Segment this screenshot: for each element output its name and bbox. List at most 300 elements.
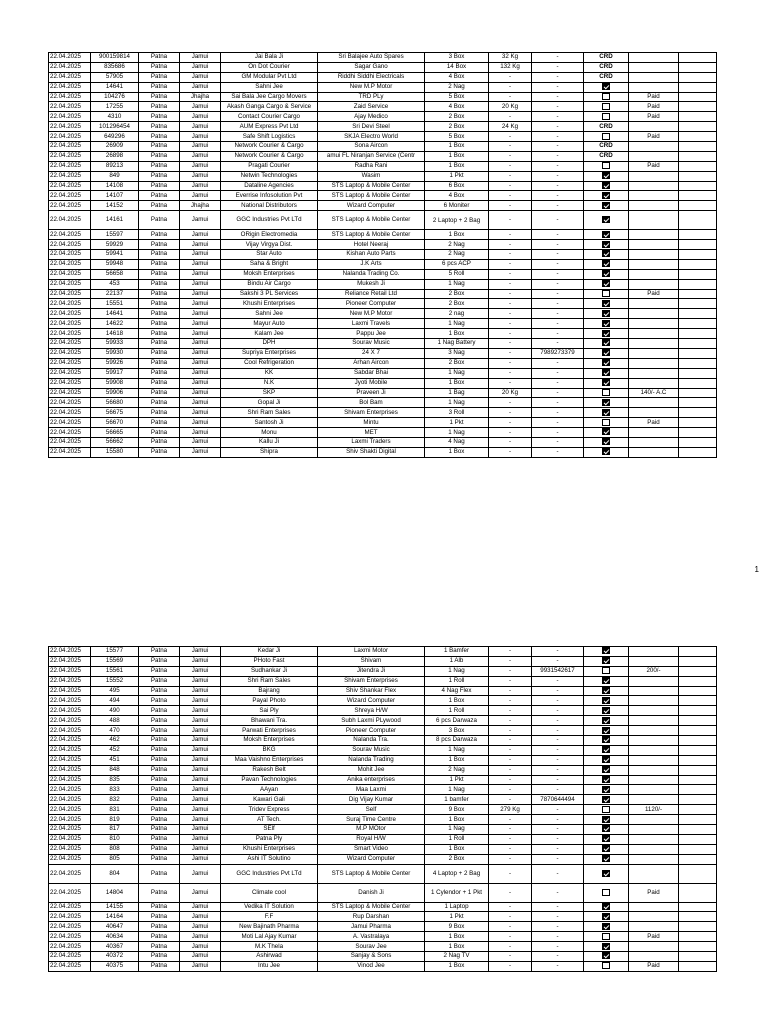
status-cell[interactable]	[584, 408, 629, 418]
empty-checkbox-icon[interactable]	[602, 933, 610, 940]
origin-cell: Patna	[139, 656, 180, 666]
status-cell[interactable]	[584, 171, 629, 181]
status-cell[interactable]	[584, 736, 629, 746]
date-cell: 22.04.2025	[49, 666, 91, 676]
checked-checkbox-icon[interactable]	[602, 766, 610, 773]
payment-cell: Paid	[629, 112, 679, 122]
blank-cell	[679, 765, 717, 775]
status-cell[interactable]	[584, 398, 629, 408]
weight-cell: -	[489, 912, 532, 922]
quantity-cell: 9 Box	[425, 922, 489, 932]
docket-number-cell: 56658	[91, 269, 139, 279]
blank-cell	[679, 279, 717, 289]
checked-checkbox-icon[interactable]	[602, 260, 610, 267]
status-cell[interactable]	[584, 656, 629, 666]
blank-cell	[679, 211, 717, 230]
status-cell[interactable]	[584, 726, 629, 736]
status-cell[interactable]	[584, 666, 629, 676]
status-cell: CRD	[584, 142, 629, 152]
payment-cell	[629, 864, 679, 883]
quantity-cell: 1 Nag	[425, 398, 489, 408]
table-row	[49, 368, 717, 378]
payment-cell	[629, 765, 679, 775]
status-cell[interactable]	[584, 883, 629, 902]
consignee-cell: Shivam Enterprises	[318, 408, 425, 418]
table-row	[49, 82, 717, 92]
table-row	[49, 912, 717, 922]
consignee-cell: Kishan Auto Parts	[318, 250, 425, 260]
origin-cell: Patna	[139, 378, 180, 388]
status-cell[interactable]	[584, 82, 629, 92]
status-cell[interactable]	[584, 447, 629, 457]
checked-checkbox-icon[interactable]	[602, 369, 610, 376]
empty-checkbox-icon[interactable]	[602, 889, 610, 896]
checked-checkbox-icon[interactable]	[602, 310, 610, 317]
checked-checkbox-icon[interactable]	[602, 192, 610, 199]
destination-cell: Jamui	[180, 825, 221, 835]
checked-checkbox-icon[interactable]	[602, 825, 610, 832]
empty-checkbox-icon[interactable]	[602, 93, 610, 100]
checked-checkbox-icon[interactable]	[602, 231, 610, 238]
payment-cell	[629, 912, 679, 922]
status-cell[interactable]	[584, 368, 629, 378]
status-cell[interactable]	[584, 647, 629, 657]
consignee-cell: Wizard Computer	[318, 201, 425, 211]
checked-checkbox-icon[interactable]	[602, 409, 610, 416]
status-cell[interactable]	[584, 952, 629, 962]
status-cell[interactable]	[584, 932, 629, 942]
status-cell[interactable]	[584, 785, 629, 795]
weight-cell: -	[489, 428, 532, 438]
origin-cell: Patna	[139, 666, 180, 676]
empty-checkbox-icon[interactable]	[602, 667, 610, 674]
status-cell[interactable]	[584, 279, 629, 289]
status-cell[interactable]	[584, 112, 629, 122]
date-cell: 22.04.2025	[49, 932, 91, 942]
weight-cell: -	[489, 408, 532, 418]
consignee-cell: MET	[318, 428, 425, 438]
checked-checkbox-icon[interactable]	[602, 855, 610, 862]
status-cell[interactable]	[584, 191, 629, 201]
quantity-cell: 3 Box	[425, 53, 489, 63]
checked-checkbox-icon[interactable]	[602, 270, 610, 277]
consignor-cell: Mayur Auto	[221, 319, 318, 329]
table-row	[49, 922, 717, 932]
consignor-cell: Intu Jee	[221, 961, 318, 971]
checked-checkbox-icon[interactable]	[602, 816, 610, 823]
blank-cell	[679, 755, 717, 765]
origin-cell: Patna	[139, 447, 180, 457]
empty-checkbox-icon[interactable]	[602, 162, 610, 169]
status-cell[interactable]	[584, 961, 629, 971]
blank-cell	[679, 259, 717, 269]
phone-cell: -	[532, 122, 584, 132]
origin-cell: Patna	[139, 269, 180, 279]
consignor-cell: PHoto Fast	[221, 656, 318, 666]
checked-checkbox-icon[interactable]	[602, 776, 610, 783]
destination-cell: Jamui	[180, 952, 221, 962]
status-cell[interactable]	[584, 289, 629, 299]
payment-cell	[629, 211, 679, 230]
consignee-cell: Wasim	[318, 171, 425, 181]
quantity-cell: 1 Box	[425, 230, 489, 240]
checked-checkbox-icon[interactable]	[602, 687, 610, 694]
table-row	[49, 92, 717, 102]
destination-cell: Jamui	[180, 666, 221, 676]
status-cell[interactable]	[584, 181, 629, 191]
weight-cell: -	[489, 92, 532, 102]
blank-cell	[679, 339, 717, 349]
empty-checkbox-icon[interactable]	[602, 133, 610, 140]
origin-cell: Patna	[139, 201, 180, 211]
status-cell[interactable]	[584, 844, 629, 854]
destination-cell: Jamui	[180, 686, 221, 696]
checked-checkbox-icon[interactable]	[602, 202, 610, 209]
quantity-cell: 4 Nag Flex	[425, 686, 489, 696]
status-cell[interactable]	[584, 269, 629, 279]
payment-cell: Paid	[629, 132, 679, 142]
blank-cell	[679, 912, 717, 922]
status-cell[interactable]	[584, 864, 629, 883]
payment-cell	[629, 942, 679, 952]
weight-cell: -	[489, 151, 532, 161]
checked-checkbox-icon[interactable]	[602, 756, 610, 763]
docket-number-cell: 15569	[91, 656, 139, 666]
docket-number-cell: 4310	[91, 112, 139, 122]
shipment-table-2	[48, 646, 717, 972]
consignor-cell: N.K	[221, 378, 318, 388]
checked-checkbox-icon[interactable]	[602, 172, 610, 179]
weight-cell: -	[489, 309, 532, 319]
consignor-cell: F.F	[221, 912, 318, 922]
checked-checkbox-icon[interactable]	[602, 923, 610, 930]
status-cell[interactable]	[584, 230, 629, 240]
payment-cell	[629, 358, 679, 368]
empty-checkbox-icon[interactable]	[602, 290, 610, 297]
payment-cell	[629, 755, 679, 765]
status-cell[interactable]	[584, 329, 629, 339]
checked-checkbox-icon[interactable]	[602, 359, 610, 366]
consignee-cell: Shivam	[318, 656, 425, 666]
checked-checkbox-icon[interactable]	[602, 428, 610, 435]
checked-checkbox-icon[interactable]	[602, 83, 610, 90]
quantity-cell: 1 Nag	[425, 368, 489, 378]
status-cell[interactable]	[584, 418, 629, 428]
phone-cell: -	[532, 112, 584, 122]
consignee-cell: Hotel Neeraj	[318, 240, 425, 250]
status-cell[interactable]	[584, 259, 629, 269]
weight-cell: -	[489, 656, 532, 666]
docket-number-cell: 488	[91, 716, 139, 726]
status-cell[interactable]	[584, 805, 629, 815]
checked-checkbox-icon[interactable]	[602, 182, 610, 189]
status-cell[interactable]	[584, 834, 629, 844]
checked-checkbox-icon[interactable]	[602, 870, 610, 877]
checked-checkbox-icon[interactable]	[602, 796, 610, 803]
status-cell[interactable]	[584, 102, 629, 112]
phone-cell: -	[532, 726, 584, 736]
blank-cell	[679, 151, 717, 161]
checked-checkbox-icon[interactable]	[602, 786, 610, 793]
status-cell[interactable]	[584, 428, 629, 438]
weight-cell: -	[489, 181, 532, 191]
status-cell[interactable]	[584, 765, 629, 775]
consignor-cell: Shri Ram Sales	[221, 676, 318, 686]
empty-checkbox-icon[interactable]	[602, 419, 610, 426]
destination-cell: Jamui	[180, 716, 221, 726]
status-cell[interactable]	[584, 676, 629, 686]
checked-checkbox-icon[interactable]	[602, 339, 610, 346]
docket-number-cell: 104276	[91, 92, 139, 102]
table-row	[49, 961, 717, 971]
checked-checkbox-icon[interactable]	[602, 913, 610, 920]
empty-checkbox-icon[interactable]	[602, 389, 610, 396]
table-row	[49, 676, 717, 686]
checked-checkbox-icon[interactable]	[602, 835, 610, 842]
checked-checkbox-icon[interactable]	[602, 707, 610, 714]
docket-number-cell: 59917	[91, 368, 139, 378]
destination-cell: Jamui	[180, 250, 221, 260]
blank-cell	[679, 815, 717, 825]
payment-cell: 200/-	[629, 666, 679, 676]
consignor-cell: Dataline Agencies	[221, 181, 318, 191]
empty-checkbox-icon[interactable]	[602, 103, 610, 110]
payment-cell	[629, 647, 679, 657]
consignee-cell: Jamui Pharma	[318, 922, 425, 932]
destination-cell: Jamui	[180, 171, 221, 181]
date-cell: 22.04.2025	[49, 161, 91, 171]
status-cell[interactable]	[584, 309, 629, 319]
origin-cell: Patna	[139, 815, 180, 825]
shipment-table-1	[48, 52, 717, 458]
status-cell[interactable]	[584, 201, 629, 211]
status-cell[interactable]	[584, 161, 629, 171]
consignee-cell: Shiv Shakti Digital	[318, 447, 425, 457]
empty-checkbox-icon[interactable]	[602, 962, 610, 969]
table-row	[49, 358, 717, 368]
payment-cell	[629, 230, 679, 240]
status-cell[interactable]	[584, 795, 629, 805]
blank-cell	[679, 319, 717, 329]
consignee-cell: Pappu Jee	[318, 329, 425, 339]
checked-checkbox-icon[interactable]	[602, 349, 610, 356]
consignee-cell: Laxmi Traders	[318, 437, 425, 447]
status-cell[interactable]	[584, 815, 629, 825]
checked-checkbox-icon[interactable]	[602, 241, 610, 248]
status-cell[interactable]	[584, 854, 629, 864]
status-cell[interactable]	[584, 211, 629, 230]
origin-cell: Patna	[139, 912, 180, 922]
status-cell[interactable]	[584, 319, 629, 329]
status-cell[interactable]	[584, 706, 629, 716]
date-cell: 22.04.2025	[49, 132, 91, 142]
blank-cell	[679, 348, 717, 358]
phone-cell: -	[532, 230, 584, 240]
phone-cell: -	[532, 961, 584, 971]
date-cell: 22.04.2025	[49, 299, 91, 309]
destination-cell: Jamui	[180, 447, 221, 457]
quantity-cell: 1 Nag	[425, 785, 489, 795]
status-cell[interactable]	[584, 378, 629, 388]
status-cell[interactable]	[584, 922, 629, 932]
status-cell[interactable]	[584, 686, 629, 696]
docket-number-cell: 56670	[91, 418, 139, 428]
date-cell: 22.04.2025	[49, 92, 91, 102]
checked-checkbox-icon[interactable]	[602, 216, 610, 223]
origin-cell: Patna	[139, 309, 180, 319]
checked-checkbox-icon[interactable]	[602, 379, 610, 386]
status-cell: CRD	[584, 72, 629, 82]
checked-checkbox-icon[interactable]	[602, 399, 610, 406]
docket-number-cell: 59926	[91, 358, 139, 368]
consignee-cell: Jyoti Mobile	[318, 378, 425, 388]
table-row	[49, 656, 717, 666]
quantity-cell: 3 Roll	[425, 408, 489, 418]
payment-cell	[629, 122, 679, 132]
checked-checkbox-icon[interactable]	[602, 717, 610, 724]
table-row	[49, 775, 717, 785]
status-cell[interactable]	[584, 755, 629, 765]
checked-checkbox-icon[interactable]	[602, 280, 610, 287]
status-cell[interactable]	[584, 912, 629, 922]
table-row	[49, 230, 717, 240]
empty-checkbox-icon[interactable]	[602, 113, 610, 120]
weight-cell: -	[489, 825, 532, 835]
status-cell[interactable]	[584, 250, 629, 260]
checked-checkbox-icon[interactable]	[602, 300, 610, 307]
status-cell[interactable]	[584, 825, 629, 835]
status-cell[interactable]	[584, 240, 629, 250]
consignor-cell: Rakesh Belt	[221, 765, 318, 775]
consignor-cell: Network Courier & Cargo	[221, 151, 318, 161]
status-cell[interactable]	[584, 902, 629, 912]
checked-checkbox-icon[interactable]	[602, 697, 610, 704]
status-cell[interactable]	[584, 775, 629, 785]
docket-number-cell: 805	[91, 854, 139, 864]
quantity-cell: 4 Box	[425, 72, 489, 82]
docket-number-cell: 462	[91, 736, 139, 746]
docket-number-cell: 494	[91, 696, 139, 706]
docket-number-cell: 14641	[91, 82, 139, 92]
checked-checkbox-icon[interactable]	[602, 677, 610, 684]
weight-cell: -	[489, 250, 532, 260]
checked-checkbox-icon[interactable]	[602, 448, 610, 455]
docket-number-cell: 14164	[91, 912, 139, 922]
origin-cell: Patna	[139, 825, 180, 835]
quantity-cell: 2 Nag	[425, 240, 489, 250]
status-cell[interactable]	[584, 348, 629, 358]
docket-number-cell: 15551	[91, 299, 139, 309]
quantity-cell: 1 Nag	[425, 279, 489, 289]
date-cell: 22.04.2025	[49, 259, 91, 269]
status-cell[interactable]	[584, 696, 629, 706]
quantity-cell: 1 Box	[425, 329, 489, 339]
status-cell[interactable]	[584, 92, 629, 102]
payment-cell	[629, 854, 679, 864]
weight-cell: -	[489, 844, 532, 854]
consignor-cell: Sahni Jee	[221, 309, 318, 319]
consignee-cell: Praveen Ji	[318, 388, 425, 398]
consignee-cell: Sourav Music	[318, 339, 425, 349]
phone-cell: -	[532, 82, 584, 92]
docket-number-cell: 14107	[91, 191, 139, 201]
status-cell[interactable]	[584, 745, 629, 755]
payment-cell	[629, 785, 679, 795]
status-cell[interactable]	[584, 716, 629, 726]
phone-cell: -	[532, 388, 584, 398]
consignor-cell: Climate cool	[221, 883, 318, 902]
checked-checkbox-icon[interactable]	[602, 250, 610, 257]
checked-checkbox-icon[interactable]	[602, 903, 610, 910]
checked-checkbox-icon[interactable]	[602, 330, 610, 337]
destination-cell: Jamui	[180, 181, 221, 191]
destination-cell: Jamui	[180, 230, 221, 240]
checked-checkbox-icon[interactable]	[602, 845, 610, 852]
docket-number-cell: 59948	[91, 259, 139, 269]
table-row	[49, 854, 717, 864]
status-cell[interactable]	[584, 388, 629, 398]
payment-cell	[629, 171, 679, 181]
table-row	[49, 339, 717, 349]
destination-cell: Jamui	[180, 656, 221, 666]
destination-cell: Jamui	[180, 912, 221, 922]
weight-cell: -	[489, 348, 532, 358]
docket-number-cell: 40375	[91, 961, 139, 971]
origin-cell: Patna	[139, 696, 180, 706]
consignee-cell: Shiv Shankar Flex	[318, 686, 425, 696]
phone-cell: -	[532, 339, 584, 349]
consignor-cell: Jai Bala Ji	[221, 53, 318, 63]
weight-cell: -	[489, 171, 532, 181]
destination-cell: Jamui	[180, 647, 221, 657]
table-row	[49, 62, 717, 72]
destination-cell: Jamui	[180, 211, 221, 230]
checked-checkbox-icon[interactable]	[602, 727, 610, 734]
origin-cell: Patna	[139, 961, 180, 971]
date-cell: 22.04.2025	[49, 676, 91, 686]
status-cell[interactable]	[584, 942, 629, 952]
status-cell[interactable]	[584, 132, 629, 142]
consignee-cell: Sourav Jee	[318, 942, 425, 952]
blank-cell	[679, 656, 717, 666]
payment-cell	[629, 696, 679, 706]
phone-cell: -	[532, 279, 584, 289]
table-row	[49, 142, 717, 152]
checked-checkbox-icon[interactable]	[602, 952, 610, 959]
checked-checkbox-icon[interactable]	[602, 746, 610, 753]
checked-checkbox-icon[interactable]	[602, 647, 610, 654]
destination-cell: Jamui	[180, 696, 221, 706]
status-cell[interactable]	[584, 358, 629, 368]
table-row	[49, 805, 717, 815]
status-cell[interactable]	[584, 299, 629, 309]
phone-cell: -	[532, 418, 584, 428]
checked-checkbox-icon[interactable]	[602, 320, 610, 327]
checked-checkbox-icon[interactable]	[602, 736, 610, 743]
destination-cell: Jamui	[180, 279, 221, 289]
checked-checkbox-icon[interactable]	[602, 943, 610, 950]
checked-checkbox-icon[interactable]	[602, 657, 610, 664]
weight-cell: -	[489, 368, 532, 378]
checked-checkbox-icon[interactable]	[602, 438, 610, 445]
status-cell[interactable]	[584, 437, 629, 447]
quantity-cell: 1 Roll	[425, 834, 489, 844]
status-cell[interactable]	[584, 339, 629, 349]
payment-cell	[629, 309, 679, 319]
empty-checkbox-icon[interactable]	[602, 806, 610, 813]
quantity-cell: 1 Pkt	[425, 418, 489, 428]
phone-cell: -	[532, 289, 584, 299]
